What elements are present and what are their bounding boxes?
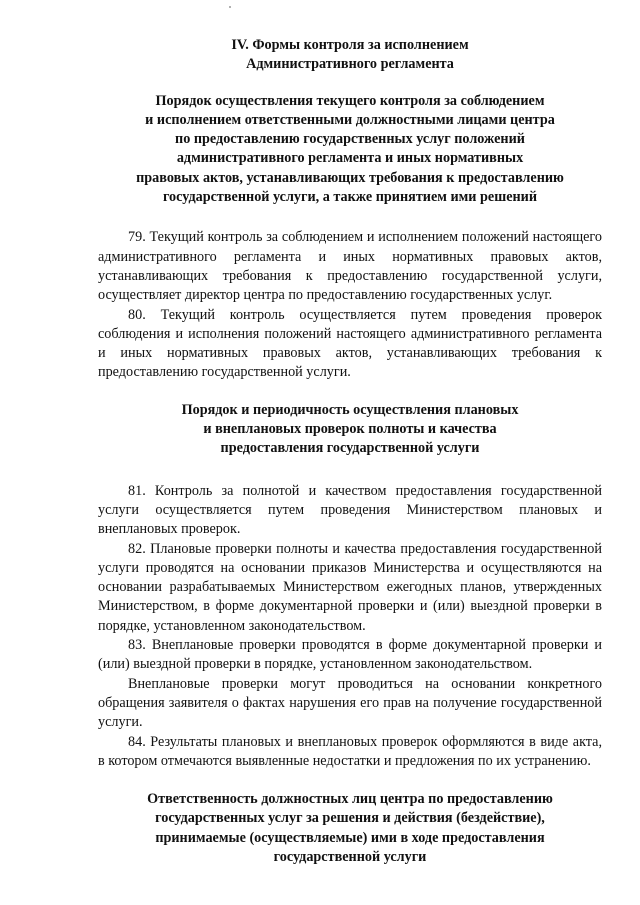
paragraph-81: 81. Контроль за полнотой и качеством предоставления государственной услуги осуществляется путем проведения Министерством плановых и внеплановых проверок. bbox=[98, 482, 602, 538]
subsection2-line-2: и внеплановых проверок полноты и качества bbox=[203, 421, 497, 438]
subsection1-line-5: правовых актов, устанавливающих требования к предоставлению bbox=[136, 169, 564, 186]
section-title bbox=[98, 36, 602, 75]
subsection3-line-3: принимаемые (осуществляемые) ими в ходе предоставления bbox=[155, 829, 545, 846]
subsection-heading-inspections bbox=[98, 401, 602, 459]
subsection1-line-1: Порядок осуществления текущего контроля за соблюдением bbox=[155, 92, 545, 109]
section-title-line-1: IV. Формы контроля за исполнением bbox=[231, 37, 469, 53]
paragraph-83-continued: Внеплановые проверки могут проводиться на основании конкретного обращения заявителя о фактах нарушения его прав на получение государственной услуги. bbox=[98, 675, 602, 731]
subsection-heading-current-control bbox=[98, 92, 602, 208]
subsection1-line-6: государственной услуги, а также принятием ими решений bbox=[162, 189, 538, 206]
subsection-heading-responsibility bbox=[98, 790, 602, 867]
subsection1-line-4: административного регламента и иных нормативных bbox=[176, 150, 524, 167]
paragraph-79: 79. Текущий контроль за соблюдением и исполнением положений настоящего административного регламента и иных нормативных правовых актов, устанавливающих требования к предоставлению государственной услуги, осуществляет директор центра по предоставлению государственных услуг. bbox=[98, 229, 602, 304]
subsection3-line-1: Ответственность должностных лиц центра по предоставлению bbox=[147, 791, 553, 808]
paragraph-83: 83. Внеплановые проверки проводятся в форме документарной проверки и (или) выездной проверки в порядке, установленном законодательством. bbox=[98, 637, 602, 673]
subsection1-line-3: по предоставлению государственных услуг положений bbox=[175, 131, 525, 148]
document-page bbox=[98, 36, 602, 867]
paragraph-84: 84. Результаты плановых и внеплановых проверок оформляются в виде акта, в котором отмечаются выявленные недостатки и предложения по их устранению. bbox=[98, 733, 602, 769]
subsection3-line-2: государственных услуг за решения и действия (бездействие), bbox=[155, 810, 545, 827]
subsection2-line-3: предоставления государственной услуги bbox=[220, 440, 480, 457]
subsection3-line-4: государственной услуги bbox=[273, 848, 427, 865]
scan-speck bbox=[229, 6, 231, 8]
subsection1-line-2: и исполнением ответственными должностными лицами центра bbox=[145, 111, 555, 128]
section-title-line-2: Административного регламента bbox=[246, 56, 454, 73]
paragraph-82: 82. Плановые проверки полноты и качества предоставления государственной услуги проводятся на основании приказов Министерства и осуществляются на основании разрабатываемых Министерством ежегодных планов, утвержденных Министерством, в форме документарной проверки и (или) выездной проверки в порядке, установленном законодательством. bbox=[98, 540, 602, 634]
subsection2-line-1: Порядок и периодичность осуществления плановых bbox=[181, 401, 519, 418]
paragraph-80: 80. Текущий контроль осуществляется путем проведения проверок соблюдения и исполнения положений настоящего административного регламента и иных нормативных правовых актов, устанавливающих требования к предоставлению государственной услуги. bbox=[98, 306, 602, 381]
